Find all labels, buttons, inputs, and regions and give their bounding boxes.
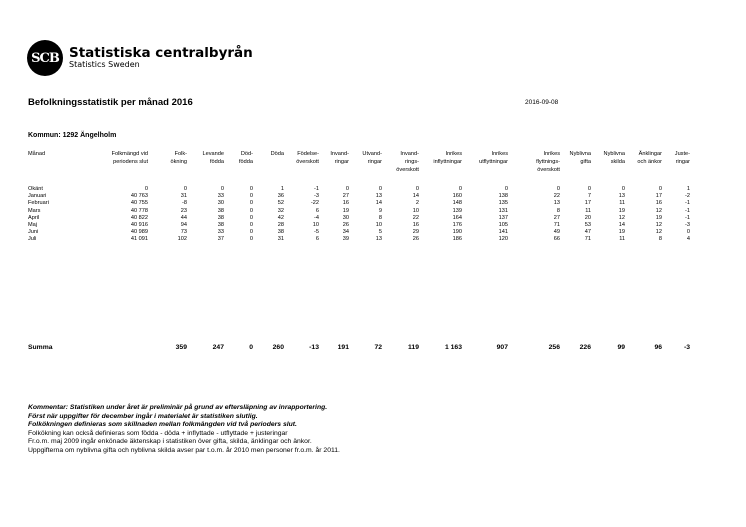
- value-cell: 52: [277, 200, 284, 207]
- value-cell: 38: [277, 229, 284, 236]
- value-cell: 11: [585, 207, 591, 214]
- value-cell: 71: [553, 222, 560, 229]
- value-cell: 138: [498, 193, 508, 200]
- summa-row: [28, 344, 690, 351]
- table-row: [28, 215, 690, 222]
- column-header: Utvand- ringar: [362, 151, 382, 165]
- table-row: [28, 229, 690, 236]
- spacer-cell: [28, 244, 690, 344]
- summa-cell: [80, 344, 148, 351]
- table-row: [28, 208, 690, 215]
- value-cell: 31: [277, 236, 284, 243]
- value-cell: -3: [685, 222, 690, 229]
- summa-cell: 0: [249, 343, 253, 351]
- summa-cell: -3: [683, 343, 690, 351]
- value-cell: 0: [220, 186, 224, 192]
- summa-cell: 260: [272, 343, 284, 351]
- value-cell: 73: [180, 229, 187, 236]
- value-cell: 190: [452, 229, 462, 236]
- scb-logo-mark: SCB: [27, 40, 63, 76]
- value-cell: -22: [310, 200, 319, 207]
- value-cell: 120: [498, 236, 508, 243]
- value-cell: -1: [685, 200, 690, 207]
- summa-cell: 1 163: [444, 343, 462, 351]
- value-cell: 0: [183, 186, 187, 192]
- value-cell: 8: [556, 207, 560, 214]
- summa-cell: 359: [175, 343, 187, 351]
- column-header: Döda: [270, 151, 284, 157]
- value-cell: 0: [144, 186, 148, 192]
- value-cell: 22: [553, 193, 560, 200]
- value-cell: -1: [685, 214, 690, 221]
- value-cell: 0: [249, 207, 253, 214]
- note-definition: Folkökningen definieras som skillnaden mellan folkmängden vid två perioders slut.: [28, 421, 297, 429]
- value-cell: 19: [342, 207, 349, 214]
- value-cell: 40 916: [130, 222, 148, 229]
- value-cell: 31: [180, 193, 187, 200]
- value-cell: 26: [342, 222, 349, 229]
- summa-cell: 247: [212, 343, 224, 351]
- table-row: [28, 222, 690, 229]
- value-cell: 71: [584, 236, 591, 243]
- value-cell: 23: [180, 207, 187, 214]
- value-cell: 38: [217, 222, 224, 229]
- value-cell: 26: [412, 236, 419, 243]
- value-cell: 49: [553, 229, 560, 236]
- note-alt-definition: Folkökning kan också definieras som födda - döda + inflyttade - utflyttade + justeringar: [28, 429, 288, 437]
- value-cell: 66: [553, 236, 560, 243]
- value-cell: 160: [452, 193, 462, 200]
- value-cell: 1: [686, 186, 690, 192]
- value-cell: 40 763: [130, 193, 148, 200]
- value-cell: 139: [452, 207, 462, 214]
- table-row: [28, 236, 690, 243]
- value-cell: 6: [315, 207, 319, 214]
- value-cell: 14: [375, 200, 382, 207]
- value-cell: 12: [655, 229, 662, 236]
- value-cell: 12: [655, 222, 662, 229]
- value-cell: 0: [686, 229, 690, 236]
- value-cell: 40 755: [130, 200, 148, 207]
- value-cell: -4: [314, 214, 319, 221]
- value-cell: 14: [618, 222, 625, 229]
- value-cell: 8: [378, 214, 382, 221]
- column-header: Invand- rings- överskott: [396, 151, 419, 173]
- value-cell: 10: [375, 222, 382, 229]
- column-header: Månad: [28, 151, 46, 157]
- value-cell: 16: [412, 222, 419, 229]
- kommun-label: Kommun: 1292 Ängelholm: [28, 132, 117, 139]
- value-cell: 105: [498, 222, 508, 229]
- value-cell: -1: [685, 207, 690, 214]
- value-cell: 53: [584, 222, 591, 229]
- value-cell: 0: [249, 186, 253, 192]
- value-cell: 141: [498, 229, 508, 236]
- value-cell: 38: [217, 207, 224, 214]
- value-cell: 176: [452, 222, 462, 229]
- value-cell: 13: [553, 200, 560, 207]
- value-cell: 40 989: [130, 229, 148, 236]
- summa-cell: 191: [337, 343, 349, 351]
- column-header: Folkmängd vid periodens slut: [111, 151, 148, 165]
- value-cell: 0: [621, 186, 625, 192]
- month-cell: Juli: [28, 236, 37, 243]
- month-cell: Juni: [28, 229, 39, 236]
- summa-cell: 256: [548, 343, 560, 351]
- value-cell: 0: [249, 200, 253, 207]
- value-cell: 37: [217, 236, 224, 243]
- value-cell: 29: [412, 229, 419, 236]
- value-cell: 137: [498, 214, 508, 221]
- value-cell: 16: [655, 200, 662, 207]
- summa-cell: 119: [408, 343, 419, 351]
- column-header: Levande födda: [202, 151, 224, 165]
- summa-cell: 99: [617, 343, 625, 351]
- table-header-row: [28, 150, 690, 186]
- value-cell: 4: [686, 236, 690, 243]
- value-cell: 164: [452, 214, 462, 221]
- column-header: Inrikes utflyttningar: [479, 151, 508, 165]
- report-title: Befolkningsstatistik per månad 2016: [28, 97, 193, 108]
- summa-cell: 907: [496, 343, 508, 351]
- report-date: 2016-09-08: [525, 99, 559, 106]
- value-cell: 2: [415, 200, 419, 207]
- value-cell: -5: [314, 229, 319, 236]
- value-cell: 0: [249, 222, 253, 229]
- table-row: [28, 193, 690, 200]
- value-cell: 186: [452, 236, 462, 243]
- column-header: Invand- ringar: [330, 151, 349, 165]
- value-cell: 27: [553, 214, 560, 221]
- value-cell: 39: [342, 236, 349, 243]
- value-cell: 42: [277, 214, 284, 221]
- column-header: Inrikes inflyttningar: [433, 151, 462, 165]
- value-cell: 0: [587, 186, 591, 192]
- note-couples: Uppgifterna om nyblivna gifta och nyblivna skilda avser par t.o.m. år 2010 men personer fr.o.m. år 2011.: [28, 446, 340, 454]
- table-spacer: [28, 244, 690, 344]
- org-name: Statistiska centralbyrån: [69, 44, 253, 61]
- value-cell: 36: [277, 193, 284, 200]
- value-cell: 102: [177, 236, 187, 243]
- summa-cell: 226: [579, 343, 591, 351]
- footnotes: [28, 404, 340, 456]
- month-cell: Okänt: [28, 186, 43, 192]
- column-header: Nyblivna gifta: [569, 151, 591, 165]
- value-cell: 44: [180, 214, 187, 221]
- population-table: [28, 150, 690, 351]
- value-cell: 0: [249, 193, 253, 200]
- column-header: Folk- ökning: [170, 151, 187, 165]
- value-cell: -8: [182, 200, 187, 207]
- value-cell: 8: [658, 236, 662, 243]
- column-header: Inrikes flyttnings- överskott: [536, 151, 560, 173]
- value-cell: 0: [504, 186, 508, 192]
- value-cell: 13: [618, 193, 625, 200]
- value-cell: 17: [584, 200, 591, 207]
- value-cell: 19: [655, 214, 662, 221]
- column-header: Nyblivna skilda: [603, 151, 625, 165]
- value-cell: 13: [375, 236, 382, 243]
- table-row: [28, 186, 690, 193]
- value-cell: -3: [314, 193, 319, 200]
- value-cell: 28: [277, 222, 284, 229]
- value-cell: 0: [249, 214, 253, 221]
- value-cell: 0: [378, 186, 382, 192]
- table-row: [28, 200, 690, 207]
- value-cell: 135: [498, 200, 508, 207]
- value-cell: 12: [655, 207, 662, 214]
- value-cell: 13: [375, 193, 382, 200]
- value-cell: 0: [556, 186, 560, 192]
- value-cell: 6: [315, 236, 319, 243]
- value-cell: 10: [412, 207, 419, 214]
- value-cell: 16: [342, 200, 349, 207]
- value-cell: 5: [378, 229, 382, 236]
- value-cell: 0: [658, 186, 662, 192]
- summa-cell: 96: [654, 343, 662, 351]
- column-header: Änklingar och änkor: [637, 151, 662, 165]
- value-cell: 11: [619, 236, 625, 243]
- value-cell: 33: [217, 193, 224, 200]
- value-cell: 0: [249, 229, 253, 236]
- value-cell: 9: [378, 207, 382, 214]
- value-cell: 0: [345, 186, 349, 192]
- value-cell: 14: [412, 193, 419, 200]
- note-comment: Kommentar: Statistiken under året är preliminär på grund av eftersläpning av inrapportering.: [28, 404, 328, 411]
- value-cell: 22: [412, 214, 419, 221]
- value-cell: 30: [342, 214, 349, 221]
- value-cell: 1: [280, 186, 284, 192]
- scb-logo: [27, 40, 253, 76]
- value-cell: 40 822: [130, 214, 148, 221]
- value-cell: 19: [618, 207, 625, 214]
- value-cell: 41 091: [130, 236, 148, 243]
- value-cell: 30: [217, 200, 224, 207]
- value-cell: 27: [342, 193, 349, 200]
- value-cell: 7: [587, 193, 591, 200]
- value-cell: 40 778: [130, 207, 148, 214]
- value-cell: 20: [584, 214, 591, 221]
- value-cell: 47: [584, 229, 591, 236]
- value-cell: 17: [655, 193, 662, 200]
- month-cell: Maj: [28, 222, 38, 229]
- month-cell: April: [28, 214, 40, 221]
- value-cell: -1: [314, 186, 319, 192]
- value-cell: 131: [498, 207, 508, 214]
- value-cell: 148: [452, 200, 462, 207]
- value-cell: 0: [415, 186, 419, 192]
- value-cell: 94: [180, 222, 187, 229]
- month-cell: Januari: [28, 193, 47, 200]
- column-header: Juste- ringar: [674, 151, 690, 165]
- value-cell: 34: [342, 229, 349, 236]
- value-cell: -2: [685, 193, 690, 200]
- value-cell: 32: [277, 207, 284, 214]
- value-cell: 19: [618, 229, 625, 236]
- month-cell: Februari: [28, 200, 49, 207]
- month-cell: Mars: [28, 207, 41, 214]
- summa-cell: -13: [309, 343, 319, 351]
- value-cell: 12: [618, 214, 625, 221]
- value-cell: 0: [458, 186, 462, 192]
- scb-logo-text: [69, 44, 253, 70]
- note-final: Först när uppgifter för december ingår i materialet är statistiken slutlig.: [28, 412, 258, 420]
- org-subtitle: Statistics Sweden: [69, 60, 140, 70]
- note-same-sex: Fr.o.m. maj 2009 ingår enkönade äktenskap i statistiken över gifta, skilda, änklingar och änkor.: [28, 438, 312, 446]
- value-cell: 11: [619, 200, 625, 207]
- column-header: Födelse- överskott: [296, 151, 319, 165]
- value-cell: 0: [249, 236, 253, 243]
- value-cell: 10: [312, 222, 319, 229]
- value-cell: 33: [217, 229, 224, 236]
- summa-label: Summa: [28, 343, 53, 351]
- column-header: Död- födda: [239, 151, 253, 165]
- summa-cell: 72: [374, 343, 382, 351]
- value-cell: 38: [217, 214, 224, 221]
